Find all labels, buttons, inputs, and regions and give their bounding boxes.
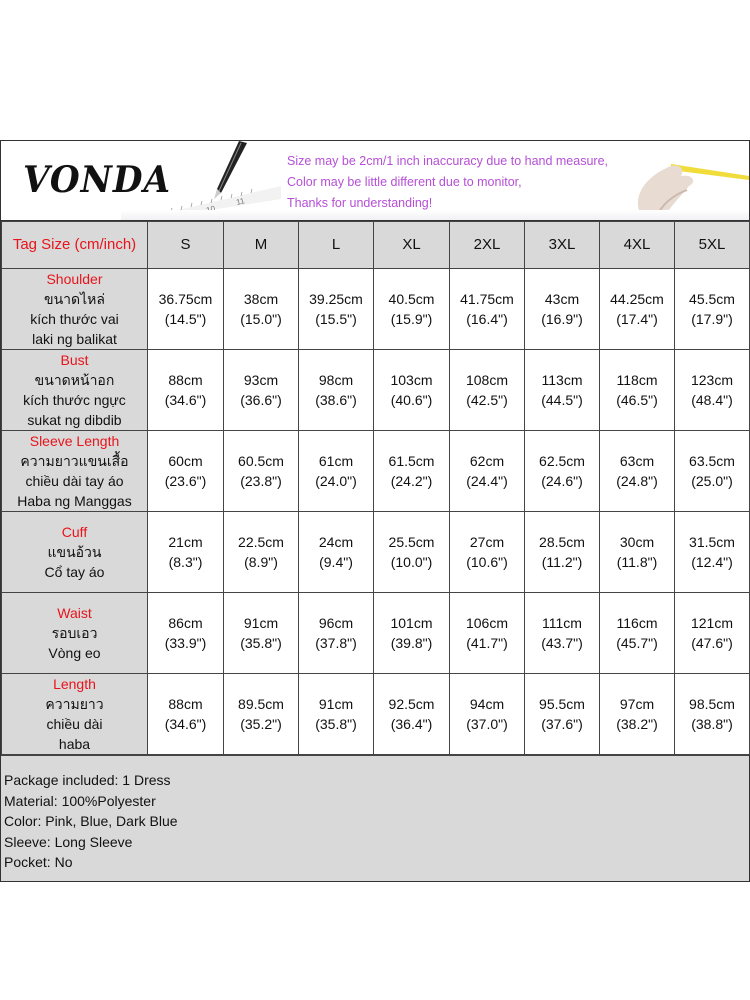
value-cm: 118cm <box>616 372 658 388</box>
size-header: 3XL <box>525 222 600 269</box>
measurement-value-cell <box>525 512 600 593</box>
measurement-value-cell <box>450 269 525 350</box>
value-inch: (37.6") <box>541 716 583 732</box>
measurement-value-cell <box>675 512 750 593</box>
measurement-translation: Cổ tay áo <box>44 564 105 580</box>
measurement-value-cell <box>525 674 600 755</box>
measurement-value-cell <box>675 674 750 755</box>
value-cm: 91cm <box>318 696 354 712</box>
value-cm: 27cm <box>469 534 505 550</box>
detail-line: Sleeve: Long Sleeve <box>4 833 133 850</box>
value-cm: 88cm <box>168 696 203 712</box>
measurement-value-cell <box>148 674 224 755</box>
value-cm: 101cm <box>390 615 433 631</box>
value-cm: 106cm <box>465 615 509 631</box>
measurement-name: Bust <box>60 352 89 368</box>
measurement-name: Shoulder <box>46 271 103 287</box>
measurement-row-sleeve-length <box>2 431 750 512</box>
measurement-row-cuff <box>2 512 750 593</box>
value-cm: 123cm <box>690 372 734 388</box>
value-inch: (33.9") <box>164 635 207 651</box>
value-cm: 92.5cm <box>388 696 435 712</box>
value-inch: (24.2") <box>390 473 433 489</box>
measurement-value-cell <box>374 431 450 512</box>
disclaimer-notes <box>287 151 608 214</box>
banner <box>1 141 749 221</box>
value-inch: (11.2") <box>541 554 583 570</box>
value-inch: (47.6") <box>691 635 733 651</box>
measurement-rows <box>2 269 750 755</box>
measurement-row-length <box>2 674 750 755</box>
measurement-label <box>2 350 148 431</box>
value-inch: (10.6") <box>466 554 508 570</box>
value-inch: (9.4") <box>319 554 353 570</box>
value-cm: 30cm <box>619 534 655 550</box>
measurement-value-cell <box>374 350 450 431</box>
value-inch: (36.4") <box>390 716 433 732</box>
measurement-value-cell <box>600 674 675 755</box>
measurement-label <box>2 269 148 350</box>
measurement-translation: Vòng eo <box>48 645 101 661</box>
value-inch: (37.0") <box>466 716 508 732</box>
value-inch: (35.2") <box>240 716 282 732</box>
measurement-value-cell <box>299 512 374 593</box>
measurement-value-cell <box>374 269 450 350</box>
measurement-value-cell <box>450 512 525 593</box>
measurement-value-cell <box>224 593 299 674</box>
size-header-row <box>2 222 750 269</box>
value-cm: 89.5cm <box>238 696 284 712</box>
value-cm: 97cm <box>619 696 655 712</box>
value-inch: (14.5") <box>164 311 207 327</box>
measurement-translation: chiều dài <box>46 716 103 732</box>
size-header: 4XL <box>600 222 675 269</box>
measurement-value-cell <box>600 431 675 512</box>
value-inch: (37.8") <box>315 635 357 651</box>
measurement-value-cell <box>374 512 450 593</box>
value-inch: (23.8") <box>240 473 282 489</box>
measurement-value-cell <box>600 593 675 674</box>
value-cm: 94cm <box>469 696 505 712</box>
value-cm: 45.5cm <box>689 291 735 307</box>
measurement-label <box>2 593 148 674</box>
value-inch: (8.3") <box>168 554 203 570</box>
size-header: S <box>148 222 224 269</box>
value-inch: (34.6") <box>164 392 207 408</box>
value-inch: (24.8") <box>616 473 658 489</box>
value-cm: 98cm <box>318 372 354 388</box>
value-inch: (38.2") <box>616 716 658 732</box>
value-cm: 95.5cm <box>539 696 585 712</box>
banner-fade <box>121 210 749 220</box>
value-cm: 63.5cm <box>689 453 735 469</box>
value-cm: 60cm <box>168 453 203 469</box>
value-inch: (40.6") <box>390 392 433 408</box>
value-cm: 39.25cm <box>309 291 363 307</box>
value-cm: 36.75cm <box>158 291 213 307</box>
note-line: Color may be little different due to monitor, <box>287 175 522 189</box>
value-cm: 40.5cm <box>388 291 435 307</box>
detail-line: Material: 100%Polyester <box>4 792 156 809</box>
measurement-value-cell <box>224 512 299 593</box>
value-cm: 62cm <box>469 453 505 469</box>
value-cm: 98.5cm <box>689 696 735 712</box>
measurement-value-cell <box>374 593 450 674</box>
value-inch: (38.6") <box>315 392 357 408</box>
value-inch: (16.4") <box>466 311 508 327</box>
hand-tape-measure-illustration <box>601 146 749 218</box>
note-line: Thanks for understanding! <box>287 196 433 210</box>
value-cm: 61cm <box>318 453 354 469</box>
measurement-translation: ความยาว <box>45 696 104 712</box>
value-cm: 111cm <box>542 615 582 631</box>
detail-line: Package included: 1 Dress <box>4 772 171 788</box>
value-cm: 44.25cm <box>610 291 664 307</box>
measurement-value-cell <box>299 431 374 512</box>
measurement-value-cell <box>450 593 525 674</box>
measurement-label <box>2 674 148 755</box>
product-details <box>1 755 749 881</box>
value-inch: (42.5") <box>466 392 508 408</box>
size-header: 2XL <box>450 222 525 269</box>
value-cm: 62.5cm <box>539 453 585 469</box>
size-header: L <box>299 222 374 269</box>
measurement-value-cell <box>600 512 675 593</box>
value-cm: 22.5cm <box>238 534 284 550</box>
measurement-value-cell <box>148 350 224 431</box>
value-cm: 38cm <box>243 291 279 307</box>
measurement-value-cell <box>525 269 600 350</box>
value-inch: (11.8") <box>616 554 658 570</box>
measurement-value-cell <box>525 431 600 512</box>
measurement-value-cell <box>675 431 750 512</box>
size-table <box>1 221 750 755</box>
value-inch: (44.5") <box>541 392 583 408</box>
measurement-value-cell <box>299 674 374 755</box>
value-inch: (17.9") <box>691 311 733 327</box>
measurement-value-cell <box>299 593 374 674</box>
value-inch: (35.8") <box>240 635 282 651</box>
detail-line: Pocket: No <box>4 854 73 870</box>
value-inch: (43.7") <box>541 635 583 651</box>
value-cm: 108cm <box>465 372 509 388</box>
measurement-name: Sleeve Length <box>29 433 120 449</box>
measurement-value-cell <box>450 431 525 512</box>
measurement-translation: haba <box>58 736 91 752</box>
measurement-value-cell <box>525 350 600 431</box>
value-inch: (10.0") <box>390 554 433 570</box>
measurement-translation: Haba ng Manggas <box>17 493 132 509</box>
value-inch: (24.4") <box>466 473 508 489</box>
value-inch: (24.0") <box>315 473 357 489</box>
value-inch: (35.8") <box>315 716 357 732</box>
svg-text:11: 11 <box>235 196 246 207</box>
value-inch: (12.4") <box>691 554 733 570</box>
value-cm: 86cm <box>168 615 203 631</box>
measurement-value-cell <box>224 269 299 350</box>
value-inch: (36.6") <box>240 392 282 408</box>
measurement-row-waist <box>2 593 750 674</box>
measurement-value-cell <box>148 269 224 350</box>
detail-line: Color: Pink, Blue, Dark Blue <box>4 813 178 829</box>
measurement-translation: ขนาดหน้าอก <box>34 372 115 388</box>
measurement-value-cell <box>224 431 299 512</box>
measurement-value-cell <box>675 350 750 431</box>
value-inch: (25.0") <box>691 473 733 489</box>
value-cm: 60.5cm <box>238 453 284 469</box>
measurement-label <box>2 431 148 512</box>
measurement-value-cell <box>525 593 600 674</box>
measurement-translation: ความยาวแขนเสื้อ <box>20 453 129 469</box>
value-cm: 63cm <box>619 453 655 469</box>
value-cm: 43cm <box>544 291 580 307</box>
tag-size-label: Tag Size (cm/inch) <box>2 222 148 269</box>
measurement-value-cell <box>675 593 750 674</box>
value-inch: (16.9") <box>541 311 583 327</box>
size-header: M <box>224 222 299 269</box>
value-inch: (23.6") <box>164 473 207 489</box>
measurement-value-cell <box>299 269 374 350</box>
brand-logo: VONDA <box>23 159 171 201</box>
measurement-value-cell <box>299 350 374 431</box>
value-cm: 113cm <box>541 372 583 388</box>
value-cm: 96cm <box>318 615 354 631</box>
value-inch: (46.5") <box>616 392 658 408</box>
measurement-row-bust <box>2 350 750 431</box>
measurement-value-cell <box>600 269 675 350</box>
measurement-translation: chiều dài tay áo <box>25 473 124 489</box>
value-cm: 91cm <box>243 615 279 631</box>
size-chart <box>0 140 750 882</box>
measurement-value-cell <box>675 269 750 350</box>
measurement-translation: รอบเอว <box>51 625 98 641</box>
value-cm: 28.5cm <box>539 534 585 550</box>
value-cm: 61.5cm <box>388 453 435 469</box>
measurement-value-cell <box>450 350 525 431</box>
measurement-value-cell <box>148 431 224 512</box>
value-inch: (17.4") <box>616 311 658 327</box>
measurement-value-cell <box>450 674 525 755</box>
measurement-row-shoulder <box>2 269 750 350</box>
value-inch: (41.7") <box>466 635 508 651</box>
measurement-name: Length <box>53 676 96 692</box>
value-inch: (34.6") <box>164 716 207 732</box>
measurement-value-cell <box>224 350 299 431</box>
measurement-translation: kích thước ngực <box>23 392 126 408</box>
value-cm: 31.5cm <box>689 534 735 550</box>
value-cm: 24cm <box>318 534 354 550</box>
value-inch: (24.6") <box>541 473 583 489</box>
measurement-value-cell <box>224 674 299 755</box>
measurement-name: Cuff <box>61 524 88 540</box>
value-inch: (8.9") <box>244 554 278 570</box>
size-header: XL <box>374 222 450 269</box>
measurement-translation: sukat ng dibdib <box>27 412 122 428</box>
value-inch: (15.9") <box>390 311 433 327</box>
value-cm: 21cm <box>168 534 203 550</box>
value-cm: 93cm <box>243 372 279 388</box>
value-inch: (15.5") <box>315 311 357 327</box>
value-inch: (38.8") <box>691 716 733 732</box>
measurement-name: Waist <box>57 605 92 621</box>
size-header: 5XL <box>675 222 750 269</box>
measurement-value-cell <box>148 593 224 674</box>
value-inch: (48.4") <box>691 392 733 408</box>
measurement-value-cell <box>148 512 224 593</box>
value-inch: (15.0") <box>240 311 282 327</box>
value-cm: 25.5cm <box>388 534 435 550</box>
value-cm: 41.75cm <box>460 291 514 307</box>
measurement-translation: ขนาดไหล่ <box>44 291 105 307</box>
value-inch: (45.7") <box>616 635 658 651</box>
measurement-value-cell <box>600 350 675 431</box>
measurement-translation: kích thước vai <box>30 311 119 327</box>
value-inch: (39.8") <box>390 635 433 651</box>
value-cm: 88cm <box>168 372 203 388</box>
value-cm: 116cm <box>616 615 658 631</box>
value-cm: 103cm <box>390 372 433 388</box>
measurement-value-cell <box>374 674 450 755</box>
measurement-translation: laki ng balikat <box>32 331 117 347</box>
measurement-translation: แขนอ้วน <box>47 544 102 560</box>
note-line: Size may be 2cm/1 inch inaccuracy due to hand measure, <box>287 154 609 168</box>
value-cm: 121cm <box>690 615 734 631</box>
pencil-illustration <box>201 141 261 201</box>
measurement-label <box>2 512 148 593</box>
